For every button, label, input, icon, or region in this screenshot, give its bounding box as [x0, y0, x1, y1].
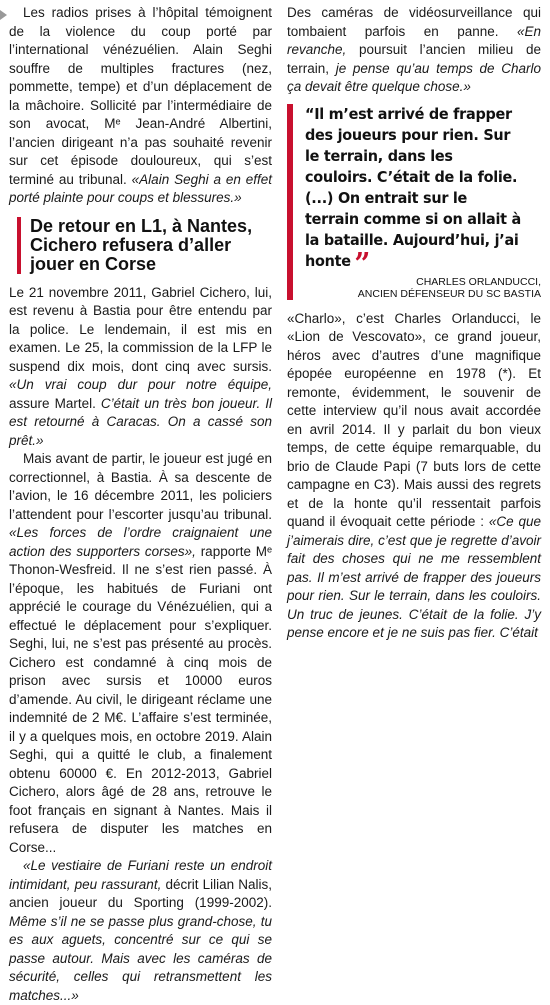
- paragraph-text: poursuit l’ancien milieu de terrain,: [287, 42, 541, 76]
- pull-quote-text: [305, 104, 524, 282]
- paragraph-text: Des caméras de vidéosurveillance qui tombaient parfois en panne.: [287, 5, 541, 39]
- paragraph-radios: [9, 4, 272, 208]
- paragraph-cameras: [287, 4, 541, 97]
- quote-text: «Les forces de l’ordre craignaient une action des supporters corses»,: [9, 525, 272, 559]
- quote-text: je pense qu’au temps de Charlo ça devait être quelque chose.»: [287, 60, 541, 94]
- pull-quote: [287, 104, 541, 300]
- quote-text: C’était un très bon joueur. Il est retourné à Caracas. On a cassé son prêt.»: [9, 395, 273, 448]
- section-subheading: De retour en L1, à Nantes, Cichero refusera d’aller jouer en Corse: [17, 217, 272, 274]
- quote-text: «Alain Seghi a en effet porté plainte pour coups et blessures.»: [9, 171, 272, 205]
- article-column-left: [9, 4, 272, 1005]
- paragraph-text: assure Martel.: [9, 395, 96, 411]
- paragraph-text: Les radios prises à l’hôpital témoignent de la violence du coup porté par l’international vénézuélien. Alain Seghi souffre de multiples fractures (nez, pommette, tempe) et d’un déplacement de la mâchoire. Sollicité par l’intermédiaire de son avocat, Mᵉ Jean-André Albertini, l’ancien dirigeant n’a pas souhaité revenir sur cet épisode douloureux, qui s’est terminé au tribunal.: [9, 5, 272, 187]
- paragraph-text: «Charlo», c’est Charles Orlanducci, le «Lion de Vescovato», ce grand joueur, héros avec d’autres d’une magnifique épopée européenne en 1978 (*). Et remonte, évidemment, le souvenir de cette interview qu’il nous avait accordée en avril 2014. Il y parlait du bon vieux temps, de cette équipe remarquable, du brio de Claude Papi (7 buts lors de cette campagne en C3). Mais aussi des regrets et de la honte qu’il ressentait parfois quand il évoquait cette période :: [287, 310, 541, 529]
- quote-text: «Ce que j’aimerais dire, c’est que je regrette d’avoir fait des choses qui ne me ressemblent pas. Il m’est arrivé de frapper des joueurs pour rien. Sur le terrain, dans les couloirs. Un truc de jeunes. C’était de la folie. J’y pense encore et je ne suis pas fier. C’était: [287, 514, 541, 640]
- author-role: ANCIEN DÉFENSEUR DU SC BASTIA: [357, 287, 541, 300]
- paragraph-nalis-quote: [9, 857, 272, 1005]
- paragraph-text: Le 21 novembre 2011, Gabriel Cichero, lui, est revenu à Bastia pour être entendu par la police. Le lendemain, il est mis en examen. Le 25, la commission de la LFP le suspend dix mois, dont cinq avec sursis.: [9, 284, 272, 374]
- paragraph-text: rapporte Mᵉ Thonon-Wesfreid. Il ne s’est rien passé. À l’époque, les habitués de Furiani ont apprécié le courage du Vénézuélien, qui a effectué le déplacement pour s’expliquer. Seghi, lui, ne s’est pas présenté au procès. Cichero est condamné à cinq mois de prison avec sursis et 10000 euros d’amende. Au civil, le dirigeant réclame une indemnité de 2 M€. L’affaire s’est terminée, il y a quelques mois, en octobre 2019. Alain Seghi, qui a quitté le club, a finalement obtenu 60000 €. En 2012-2013, Gabriel Cichero, alors âgé de 28 ans, retrouve le foot français en signant à Nantes. Mais il refusera de disputer les matches en Corse...: [9, 543, 272, 855]
- paragraph-trial: [9, 450, 272, 857]
- paragraph-orlanducci: [287, 310, 541, 643]
- quote-text: «Le vestiaire de Furiani reste un endroit intimidant, peu rassurant,: [9, 858, 272, 892]
- quote-text: Même s’il ne se passe plus grand-chose, tu es aux aguets, concentré sur ce qui se passe autour. Mais avec les caméras de sécurité, celles qui retransmettent les matches...»: [9, 913, 272, 1003]
- pull-quote-author: [305, 276, 541, 300]
- pull-quote-body: “Il m’est arrivé de frapper des joueurs pour rien. Sur le terrain, dans les couloirs. C’était de la folie. (...) On entrait sur le terrain comme si on allait à la bataille. Aujourd’hui, j’ai honte: [305, 104, 521, 270]
- continuation-arrow-icon: [0, 10, 7, 20]
- closing-quote-icon: ”: [354, 246, 371, 282]
- paragraph-text: Mais avant de partir, le joueur est jugé en correctionnel, à Bastia. À sa descente de l’avion, le 16 décembre 2011, les policiers l’attendent pour l’escorter jusqu’au tribunal.: [9, 451, 272, 522]
- paragraph-cichero-return: [9, 284, 272, 451]
- article-column-right: [287, 4, 541, 643]
- quote-text: «En revanche,: [287, 23, 541, 57]
- quote-text: «Un vrai coup dur pour notre équipe,: [9, 377, 272, 392]
- author-name: CHARLES ORLANDUCCI,: [416, 275, 541, 288]
- paragraph-text: décrit Lilian Nalis, ancien joueur du Sporting (1999-2002).: [9, 876, 272, 910]
